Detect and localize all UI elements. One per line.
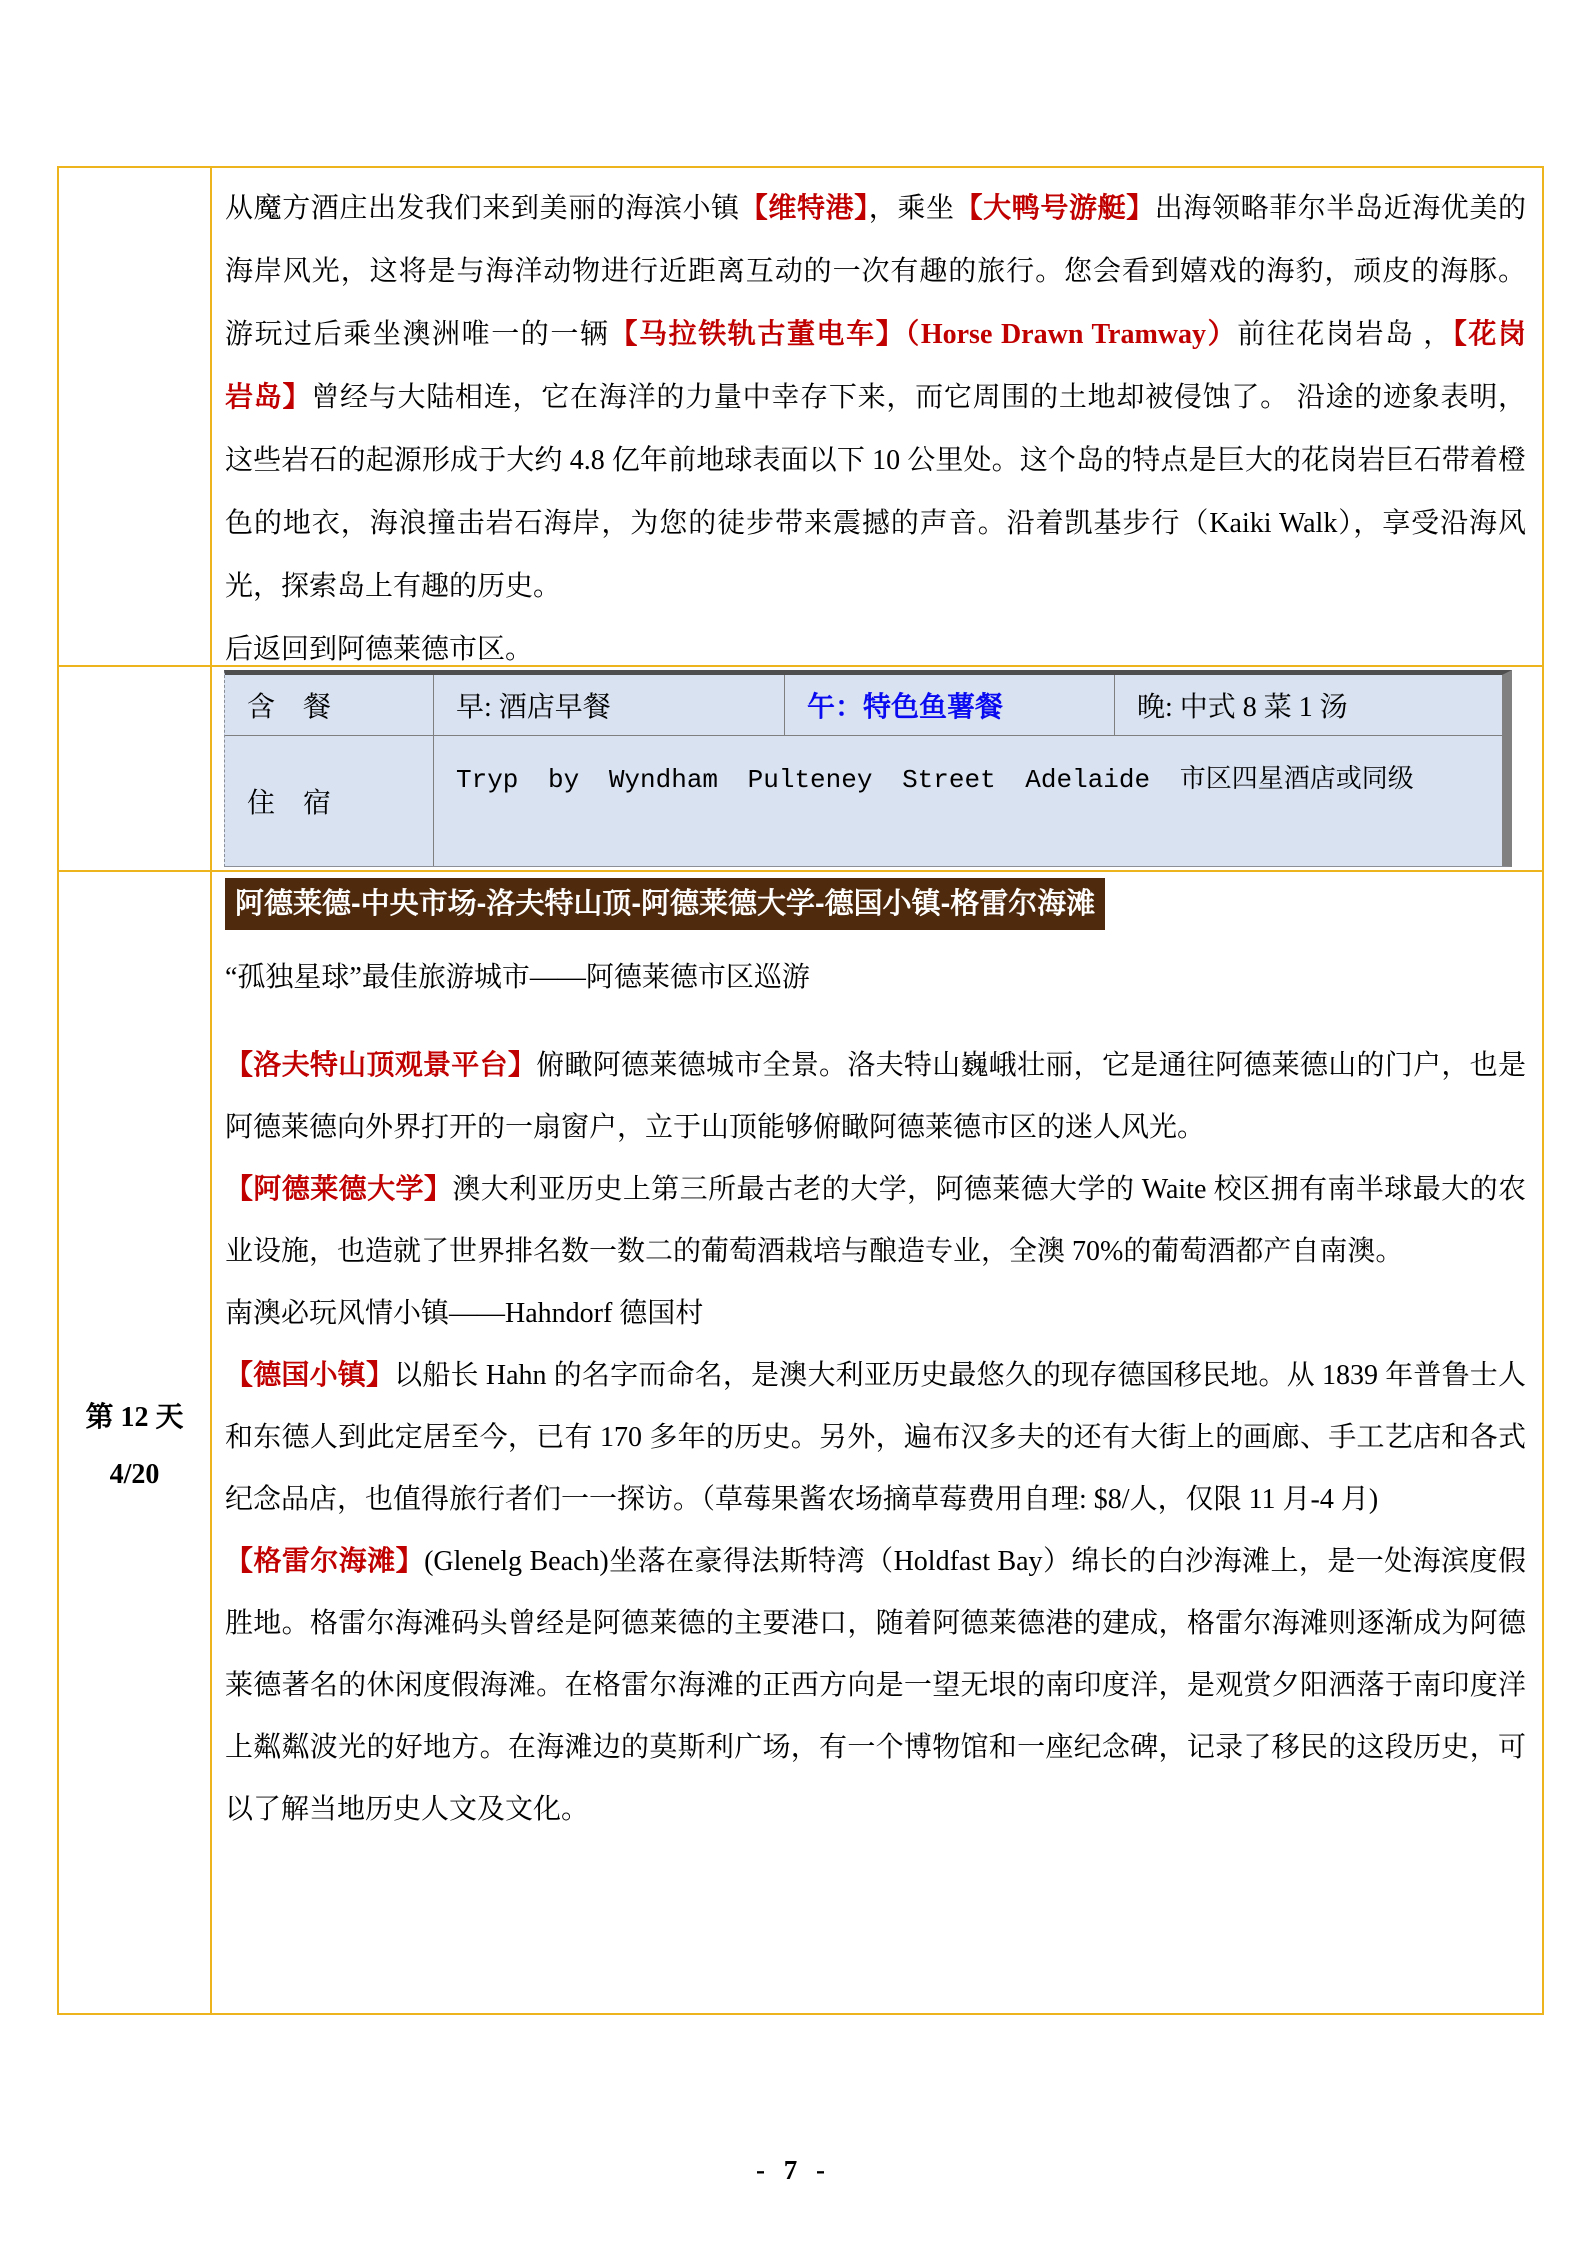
text-line	[225, 1593, 1526, 1655]
body-text: 业设施，也造就了世界排名数一数二的葡萄酒栽培与酿造专业，全澳 70%的葡萄酒都产自南澳。	[225, 1236, 1404, 1267]
text-line	[225, 1655, 1526, 1717]
body-text: 后返回到阿德莱德市区。	[225, 634, 534, 665]
day12-content-cell	[212, 872, 1542, 2013]
text-line	[225, 1779, 1526, 1841]
paragraph	[225, 1531, 1526, 1841]
body-text: 南澳必玩风情小镇——Hahndorf 德国村	[225, 1298, 704, 1329]
text-line	[225, 429, 1526, 492]
paragraph	[225, 1159, 1526, 1283]
page-number: - 7 -	[756, 2155, 831, 2185]
itinerary-table	[57, 166, 1544, 2015]
text-line	[225, 1283, 1526, 1345]
paragraph	[225, 1283, 1526, 1345]
body-text: 阿德莱德向外界打开的一扇窗户，立于山顶能够俯瞰阿德莱德市区的迷人风光。	[225, 1112, 1206, 1143]
body-text: 光，探索岛上有趣的历史。	[225, 571, 562, 602]
meals-row-label-cell	[59, 667, 212, 872]
highlighted-text: 【花岗	[1452, 319, 1526, 350]
text-line	[225, 177, 1526, 240]
highlighted-text: 【格雷尔海滩】	[225, 1546, 425, 1577]
body-text: 曾经与大陆相连，它在海洋的力量中幸存下来，而它周围的土地却被侵蚀了。 沿途的迹象表明，	[311, 382, 1526, 413]
day12-route-header: 阿德莱德-中央市场-洛夫特山顶-阿德莱德大学-德国小镇-格雷尔海滩	[225, 878, 1105, 930]
highlighted-text: 【阿德莱德大学】	[225, 1174, 453, 1205]
text-line	[225, 303, 1526, 366]
day11-description	[212, 168, 1542, 681]
body-text: 这些岩石的起源形成于大约 4.8 亿年前地球表面以下 10 公里处。这个岛的特点是巨大的花岗岩巨石带着橙	[225, 445, 1526, 476]
body-text: 以船长 Hahn 的名字而命名，是澳大利亚历史最悠久的现存德国移民地。从 1839 年普鲁士人	[394, 1360, 1526, 1391]
paragraph	[225, 1035, 1526, 1159]
meals-row-content-cell	[212, 667, 1542, 872]
day11-label-cell	[59, 168, 212, 667]
text-line	[225, 947, 1526, 1009]
body-text: 纪念品店，也值得旅行者们一一探访。（草莓果酱农场摘草莓费用自理: $8/人，仅限 11 月-4 月)	[225, 1484, 1379, 1515]
body-text: 莱德著名的休闲度假海滩。在格雷尔海滩的正西方向是一望无垠的南印度洋，是观赏夕阳洒落于南印度洋	[225, 1670, 1526, 1701]
body-text: 前往花岗岩岛 ，	[1237, 319, 1453, 350]
lunch-value: 午：特色鱼薯餐	[785, 675, 1115, 735]
day12-label-cell	[59, 872, 212, 2013]
dinner-value: 晚: 中式 8 菜 1 汤	[1137, 692, 1348, 723]
text-line	[225, 492, 1526, 555]
highlighted-text: 【德国小镇】	[225, 1360, 395, 1391]
text-line	[225, 1221, 1526, 1283]
body-text: ，乘坐	[868, 193, 955, 224]
lodging-label: 住 宿	[225, 736, 434, 866]
text-line	[225, 1159, 1526, 1221]
text-line	[225, 1531, 1526, 1593]
highlighted-text: 【大鸭号游艇】	[954, 193, 1155, 224]
day12-day-label: 第 12 天	[85, 1401, 184, 1433]
body-text: 游玩过后乘坐澳洲唯一的一辆	[225, 319, 610, 350]
text-line	[225, 1469, 1526, 1531]
meals-label: 含 餐	[225, 675, 434, 735]
text-line	[225, 240, 1526, 303]
meals-lodging-table	[224, 670, 1512, 867]
paragraph	[225, 177, 1526, 681]
body-text: 以了解当地历史人文及文化。	[225, 1794, 590, 1825]
highlighted-text: 【洛夫特山顶观景平台】	[225, 1050, 537, 1081]
highlighted-text: 岩岛】	[225, 382, 312, 413]
text-line	[225, 1035, 1526, 1097]
paragraph	[225, 947, 1526, 1009]
body-text: 澳大利亚历史上第三所最古老的大学，阿德莱德大学的 Waite 校区拥有南半球最大的农	[452, 1174, 1526, 1205]
body-text: 和东德人到此定居至今，已有 170 多年的历史。另外，遍布汉多夫的还有大街上的画廊、手工艺店和各式	[225, 1422, 1526, 1453]
day12-date-label: 4/20	[109, 1458, 160, 1490]
highlighted-text: 【马拉铁轨古董电车】（Horse Drawn Tramway）	[609, 319, 1238, 350]
body-text: 上粼粼波光的好地方。在海滩边的莫斯利广场，有一个博物馆和一座纪念碑，记录了移民的这段历史，可	[225, 1732, 1526, 1763]
body-text: (Glenelg Beach)坐落在豪得法斯特湾（Holdfast Bay）绵长的白沙海滩上，是一处海滨度假	[424, 1546, 1526, 1577]
body-text: 俯瞰阿德莱德城市全景。洛夫特山巍峨壮丽，它是通往阿德莱德山的门户，也是	[536, 1050, 1526, 1081]
text-line	[225, 1097, 1526, 1159]
lodging-row	[225, 736, 1502, 866]
text-line	[225, 1717, 1526, 1779]
day12-description	[225, 930, 1526, 1841]
body-text: 色的地衣，海浪撞击岩石海岸，为您的徒步带来震撼的声音。沿着凯基步行（Kaiki Walk），享受沿海风	[225, 508, 1526, 539]
text-line	[225, 1345, 1526, 1407]
paragraph	[225, 1345, 1526, 1531]
lodging-value: Tryp by Wyndham Pulteney Street Adelaide 市区四星酒店或同级	[456, 765, 1414, 795]
body-text: 出海领略菲尔半岛近海优美的	[1154, 193, 1526, 224]
highlighted-text: 【维特港】	[739, 193, 869, 224]
text-line	[225, 366, 1526, 429]
meals-row	[225, 675, 1502, 736]
breakfast-value: 早: 酒店早餐	[434, 675, 785, 735]
body-text: 胜地。格雷尔海滩码头曾经是阿德莱德的主要港口，随着阿德莱德港的建成，格雷尔海滩则逐渐成为阿德	[225, 1608, 1526, 1639]
day11-content-cell	[212, 168, 1542, 667]
text-line	[225, 1407, 1526, 1469]
body-text: 海岸风光，这将是与海洋动物进行近距离互动的一次有趣的旅行。您会看到嬉戏的海豹，顽皮的海豚。	[225, 256, 1526, 287]
text-line	[225, 555, 1526, 618]
body-text: “孤独星球”最佳旅游城市——阿德莱德市区巡游	[225, 962, 810, 993]
body-text: 从魔方酒庄出发我们来到美丽的海滨小镇	[225, 193, 740, 224]
